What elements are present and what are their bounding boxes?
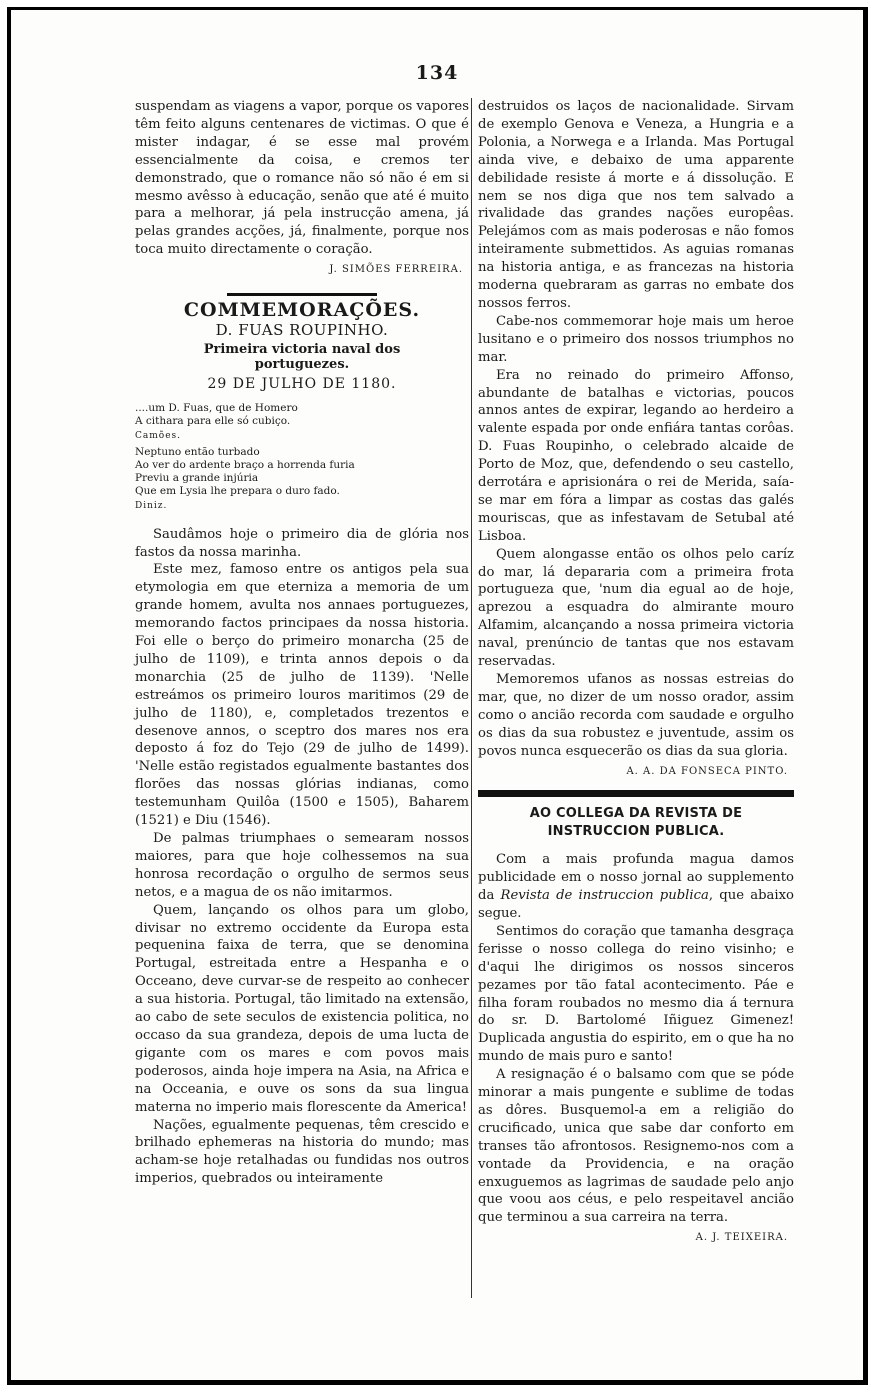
article-paragraph: Nações, egualmente pequenas, têm crescido e brilhado ephemeras na historia do mundo; mas acham-se hoje retalhadas ou fundidas nos outros imperios, quebrados ou inteiramente [135, 1117, 469, 1187]
article-paragraph: Cabe-nos commemorar hoje mais um heroe lusitano e o primeiro dos nossos triumphos no mar. [478, 313, 794, 365]
section-subtitle-bold: Primeira victoria naval dos portuguezes. [203, 341, 401, 372]
intro-paragraph: suspendam as viagens a vapor, porque os vapores têm feito alguns centenares de victimas. O que é mister indagar, é se esse mal provém essencialmente da coisa, e cremos ter demonstrado, que o romance não só não é em si mesmo avêsso à educação, senão que até é muito para a melhorar, já pela instrucção amena, já pelas grandes acções, já, finalmente, porque nos toca muito directamente o coração. [135, 99, 469, 258]
article-paragraph: Memoremos ufanos as nossas estreias do mar, que, no dizer de um nosso orador, assim como o ancião recorda com saudade e orgulho os dias da sua robustez e juventude, assim os povos nunca esquecerão os dias da sua gloria. [478, 672, 794, 759]
verse-line: Que em Lysia lhe prepara o duro fado. [135, 484, 340, 497]
article-paragraph: destruidos os laços de nacionalidade. Sirvam de exemplo Genova e Veneza, a Hungria e a Polonia, a Norwega e a Irlanda. Mas Portugal ainda vive, e debaixo de uma apparente debilidade resiste á morte e á dissolução. E nem se nos diga que nos tem salvado a rivalidade das grandes nações europêas. Pelejámos com as mais poderosas e não fomos inteiramente submettidos. As aguias romanas na historia antiga, e as francezas na historia moderna quebraram as garras no embate dos nossos ferros. [478, 99, 794, 311]
page-frame [7, 7, 868, 1385]
article-paragraph: Era no reinado do primeiro Affonso, abundante de batalhas e victorias, poucos annos antes de expirar, legando ao herdeiro a valente espada por onde enfiára tantas corôas. D. Fuas Roupinho, o celebrado alcaide de Porto de Moz, que, defendendo o seu castello, derrotára e aprisionára o rei de Merida, saía-se mar em fóra a limpar as costas das galés mouriscas, que as infestavam de Setubal até Lisboa. [478, 367, 794, 544]
article-paragraph: Saudâmos hoje o primeiro dia de glória nos fastos da nossa marinha. [135, 526, 469, 560]
text-run: Com a mais profunda magua damos publicidade em o nosso jornal ao supplemento da [478, 852, 794, 904]
verse-line: A cithara para elle só cubiço. [135, 414, 291, 427]
section-bar [478, 790, 794, 797]
section-date: 29 DE JULHO DE 1180. [207, 375, 397, 392]
article-paragraph: Quem, lançando os olhos para um globo, divisar no extremo occidente da Europa esta pequenina faixa de terra, que se denomina Portugal, estreitada entre a Hespanha e o Occeano, deve curvar-se de respeito ao conhecer a sua historia. Portugal, tão limitado na extensão, ao cabo de sete seculos de existencia politica, no occaso da sua grandeza, depois de uma lucta de gigante com os mares e com povos mais poderosos, ainda hoje impera na Asia, na Africa e na Occeania, e ouve os sons da sua lingua materna no imperio mais florescente da America! [135, 902, 469, 1115]
article-signature: A. J. TEIXEIRA. [695, 1232, 788, 1244]
article-paragraph: De palmas triumphaes o semearam nossos maiores, para que hoje colhessemos na sua honrosa recordação o orgulho de sermos seus netos, e a magua de os não imitarmos. [135, 831, 469, 900]
verse-line: Ao ver do ardente braço a horrenda furia [135, 458, 355, 471]
article-paragraph: Sentimos do coração que tamanha desgraça ferisse o nosso collega do reino visinho; e d'aqui lhe dirigimos os nossos sinceros pezames por tão fatal acontecimento. Páe e filha foram roubados no mesmo dia á ternura do sr. D. Bartolomé Iñiguez Gimenez! Duplicada angustia do espirito, em o que ha no mundo de mais puro e santo! [478, 923, 794, 1065]
verse-line: ....um D. Fuas, que de Homero [135, 401, 298, 414]
intro-signature: J. SIMÕES FERREIRA. [329, 264, 463, 276]
section-rule [227, 293, 377, 296]
section-heading: AO COLLEGA DA REVISTA DE INSTRUCCION PUBLICA. [529, 806, 743, 840]
right-column [478, 98, 794, 1247]
epigraph-camoes [135, 402, 469, 516]
section-subtitle: D. FUAS ROUPINHO. [215, 320, 389, 339]
article-paragraph: A resignação é o balsamo com que se póde minorar a mais pungente e sublime de todas as dôres. Busquemol-a em a religião do crucificado, unica que sabe dar conforto em transes tão afrontosos. Resignemo-nos com a vontade da Providencia, e na oração enxuguemos as lagrimas de saudade pelo anjo que voou aos céus, e pelo respeitavel ancião que terminou a sua carreira na terra. [478, 1067, 794, 1226]
section-title: COMMEMORAÇÕES. [183, 299, 421, 322]
article-paragraph: Este mez, famoso entre os antigos pela sua etymologia em que eterniza a memoria de um grande homem, avulta nos annaes portuguezes, memorando factos principaes da nossa historia. Foi elle o berço do primeiro monarcha (25 de julho de 1109), e trinta annos depois o da monarchia (25 de julho de 1139). 'Nelle estreámos os primeiro louros maritimos (29 de julho de 1180), e, completados trezentos e desenove annos, o sceptro dos mares nos era deposto á foz do Tejo (29 de julho de 1499). 'Nelle estão registados egualmente bastantes dos florões das nossas glórias indianas, como testemunham Quilôa (1500 e 1505), Baharem (1521) e Diu (1546). [135, 562, 469, 829]
article-paragraph: Quem alongasse então os olhos pelo caríz do mar, lá depararia com a primeira frota portugueza que, 'num dia egual ao de hoje, aprezou a esquadra do almirante mouro Alfamim, alcançando a nossa primeira victoria naval, prenúncio de tantas que nos estavam reservadas. [478, 546, 794, 670]
verse-line: Previu a grande injúria [135, 471, 259, 484]
verse-author: Diniz. [135, 500, 168, 511]
page-number: 134 [415, 62, 459, 84]
article-paragraph [478, 851, 794, 923]
left-column [135, 98, 469, 1188]
journal-title: Revista de instruccion publica [500, 888, 709, 904]
verse-author: Camões. [135, 430, 182, 441]
column-divider [471, 98, 472, 1298]
text-run: , que abaixo segue. [478, 888, 794, 921]
article-signature: A. A. DA FONSECA PINTO. [626, 765, 788, 777]
verse-line: Neptuno então turbado [135, 445, 260, 458]
